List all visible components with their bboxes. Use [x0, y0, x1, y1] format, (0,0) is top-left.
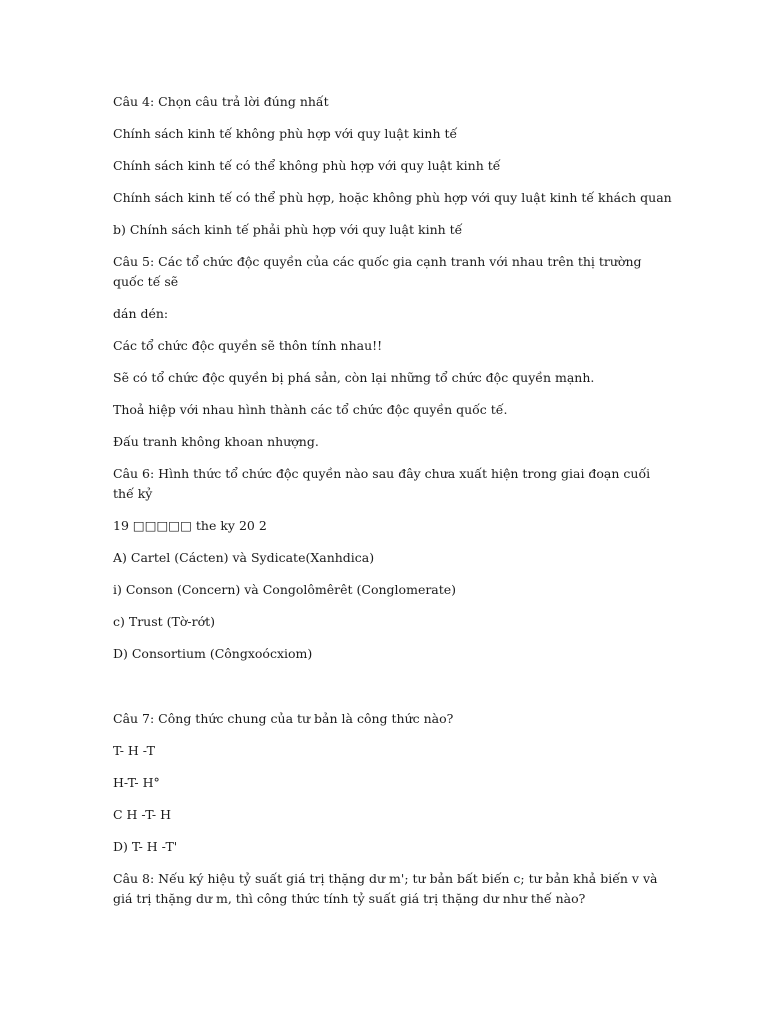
question-6-option: i) Conson (Concern) và Congolômêrêt (Conglomerate): [113, 582, 457, 597]
question-7-option: T- H -T: [113, 743, 155, 758]
question-8-title: Câu 8: Nếu ký hiệu tỷ suất giá trị thặng dư m'; tư bản bất biến c; tư bản khả biến v và giá trị thặng dư m, thì công thức tính tỷ suất giá trị thặng dư như thế nào?: [113, 871, 658, 906]
question-7-option: D) T- H -T': [113, 839, 178, 854]
question-6-continuation: 19 □□□□□ the ky 20 2: [113, 518, 267, 533]
question-7-option: C H -T- H: [113, 807, 172, 822]
question-6-option: D) Consortium (Côngxoócxiom): [113, 646, 313, 661]
question-7-title: Câu 7: Công thức chung của tư bản là công thức nào?: [113, 711, 454, 726]
question-4-title: Câu 4: Chọn câu trả lời đúng nhất: [113, 94, 329, 109]
question-5-continuation: dán dén:: [113, 306, 169, 321]
question-7-option: H-T- H°: [113, 775, 160, 790]
question-6-title: Câu 6: Hình thức tổ chức độc quyền nào sau đây chưa xuất hiện trong giai đoạn cuối thế kỷ: [113, 466, 651, 501]
question-5-option: Đấu tranh không khoan nhượng.: [113, 434, 319, 449]
question-4-option: Chính sách kinh tế không phù hợp với quy luật kinh tế: [113, 126, 458, 141]
question-5-option: Thoả hiệp với nhau hình thành các tổ chức độc quyền quốc tế.: [113, 402, 508, 417]
question-6-option: A) Cartel (Cácten) và Sydicate(Xanhdica): [113, 550, 375, 565]
question-4-option: Chính sách kinh tế có thể phù hợp, hoặc không phù hợp với quy luật kinh tế khách quan: [113, 190, 672, 205]
question-6-option: c) Trust (Tờ-rớt): [113, 614, 215, 629]
question-5-title: Câu 5: Các tổ chức độc quyền của các quốc gia cạnh tranh với nhau trên thị trường quốc tế sẽ: [113, 254, 642, 289]
question-4-option: Chính sách kinh tế có thể không phù hợp với quy luật kinh tế: [113, 158, 501, 173]
question-5-option: Sẽ có tổ chức độc quyền bị phá sản, còn lại những tổ chức độc quyền mạnh.: [113, 370, 595, 385]
question-4-option: b) Chính sách kinh tế phải phù hợp với quy luật kinh tế: [113, 222, 463, 237]
question-5-option: Các tổ chức độc quyền sẽ thôn tính nhau!!: [113, 338, 383, 353]
